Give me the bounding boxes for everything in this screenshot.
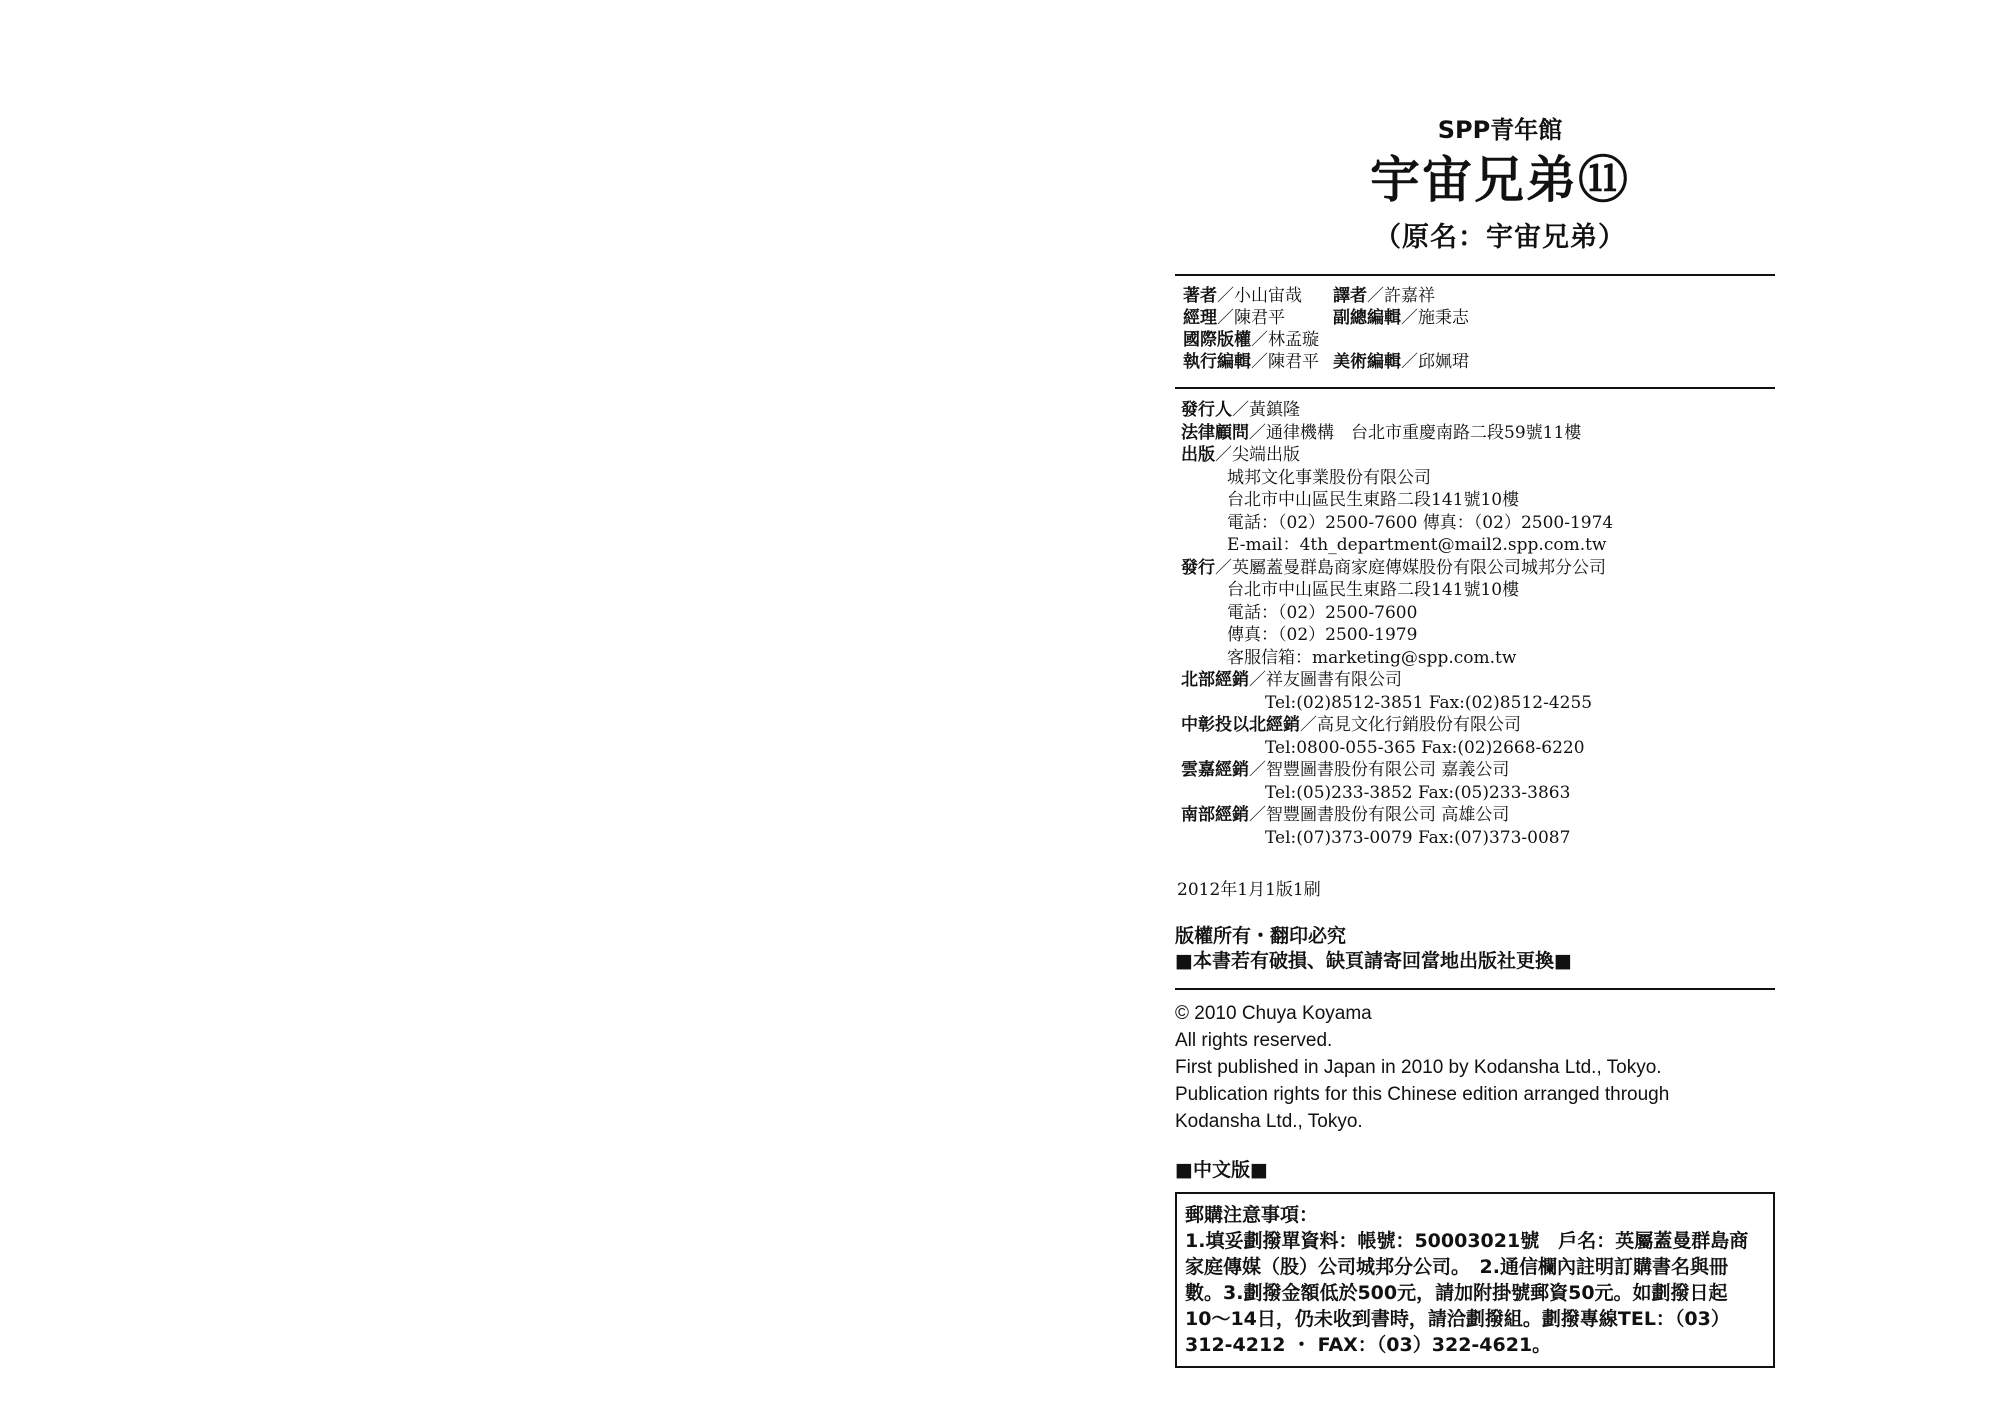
copyright-notice bbox=[1175, 1000, 1785, 1135]
credit-item: 執行編輯／陳君平 bbox=[1183, 352, 1319, 372]
issuer-line: 發行人／黃鎮隆 bbox=[1181, 400, 1300, 420]
credit-item: 譯者／許嘉祥 bbox=[1333, 286, 1435, 306]
credit-item: 副總編輯／施秉志 bbox=[1333, 308, 1469, 328]
edition-date: 2012年1月1版1刷 bbox=[1177, 880, 1321, 900]
copyright-line: First published in Japan in 2010 by Kodansha Ltd., Tokyo. bbox=[1175, 1057, 1662, 1078]
copyright-line: Kodansha Ltd., Tokyo. bbox=[1175, 1111, 1363, 1132]
copyright-line: © 2010 Chuya Koyama bbox=[1175, 1003, 1372, 1024]
publisher-info bbox=[1175, 399, 1785, 849]
regional-distributor: 雲嘉經銷／智豐圖書股份有限公司 嘉義公司 bbox=[1181, 760, 1510, 780]
order-line: 數。3.劃撥金額低於500元，請加附掛號郵資50元。如劃撥日起 bbox=[1185, 1282, 1728, 1304]
rights-line: 版權所有・翻印必究 bbox=[1175, 925, 1347, 947]
regional-distributor: 南部經銷／智豐圖書股份有限公司 高雄公司 bbox=[1181, 805, 1510, 825]
order-line: 1.填妥劃撥單資料：帳號：50003021號 戶名：英屬蓋曼群島商 bbox=[1185, 1230, 1749, 1252]
order-line: 10～14日，仍未收到書時，請洽劃撥組。劃撥專線TEL：（03） bbox=[1185, 1308, 1730, 1330]
order-line: 家庭傳媒（股）公司城邦分公司。 2.通信欄內註明訂購書名與冊 bbox=[1185, 1256, 1728, 1278]
divider bbox=[1175, 274, 1775, 276]
publish-email: E-mail：4th_department@mail2.spp.com.tw bbox=[1227, 535, 1607, 555]
credits-list bbox=[1175, 286, 1785, 373]
book-title: 宇宙兄弟⑪ bbox=[1370, 151, 1630, 209]
copyright-line: Publication rights for this Chinese edition arranged through bbox=[1175, 1084, 1670, 1105]
publish-detail: 台北市中山區民生東路二段141號10樓 bbox=[1227, 490, 1520, 510]
mail-order-notice bbox=[1175, 1192, 1775, 1368]
colophon bbox=[1175, 110, 1785, 1368]
original-title: （原名：宇宙兄弟） bbox=[1374, 222, 1626, 253]
damage-notice: ■本書若有破損、缺頁請寄回當地出版社更換■ bbox=[1175, 950, 1572, 972]
publish-line: 出版／尖端出版 bbox=[1181, 445, 1300, 465]
divider bbox=[1175, 387, 1775, 389]
series-label: SPP青年館 bbox=[1437, 116, 1563, 144]
copyright-line: All rights reserved. bbox=[1175, 1030, 1333, 1051]
credit-item: 美術編輯／邱姵珺 bbox=[1333, 352, 1469, 372]
publish-detail: 電話：（02）2500-7600 傳真：（02）2500-1974 bbox=[1227, 512, 1614, 533]
order-line: 312-4212 ・ FAX：（03）322-4621。 bbox=[1185, 1334, 1552, 1356]
credit-item: 經理／陳君平 bbox=[1183, 308, 1285, 328]
publish-detail: 城邦文化事業股份有限公司 bbox=[1227, 467, 1431, 488]
regional-contact: Tel:0800-055-365 Fax:(02)2668-6220 bbox=[1265, 737, 1585, 758]
legal-line: 法律顧問／通律機構 台北市重慶南路二段59號11樓 bbox=[1181, 422, 1582, 443]
credit-item: 著者／小山宙哉 bbox=[1183, 286, 1302, 306]
credit-item-empty bbox=[1333, 330, 1633, 351]
regional-contact: Tel:(05)233-3852 Fax:(05)233-3863 bbox=[1265, 782, 1571, 803]
credit-item: 國際版權／林孟璇 bbox=[1183, 330, 1319, 350]
regional-contact: Tel:(07)373-0079 Fax:(07)373-0087 bbox=[1265, 827, 1571, 848]
distribute-detail: 傳真：（02）2500-1979 bbox=[1227, 625, 1418, 645]
distribute-detail: 台北市中山區民生東路二段141號10樓 bbox=[1227, 580, 1520, 600]
regional-distributor: 中彰投以北經銷／高見文化行銷股份有限公司 bbox=[1181, 715, 1521, 735]
distribute-line: 發行／英屬蓋曼群島商家庭傳媒股份有限公司城邦分公司 bbox=[1181, 557, 1606, 578]
chinese-edition-label: ■中文版■ bbox=[1175, 1159, 1268, 1181]
distribute-email: 客服信箱：marketing@spp.com.tw bbox=[1227, 647, 1517, 668]
regional-distributor: 北部經銷／祥友圖書有限公司 bbox=[1181, 670, 1402, 690]
divider bbox=[1175, 988, 1775, 990]
distribute-detail: 電話：（02）2500-7600 bbox=[1227, 602, 1418, 623]
order-heading: 郵購注意事項： bbox=[1185, 1204, 1319, 1226]
rights-notice bbox=[1175, 924, 1785, 974]
regional-contact: Tel:(02)8512-3851 Fax:(02)8512-4255 bbox=[1265, 692, 1593, 713]
